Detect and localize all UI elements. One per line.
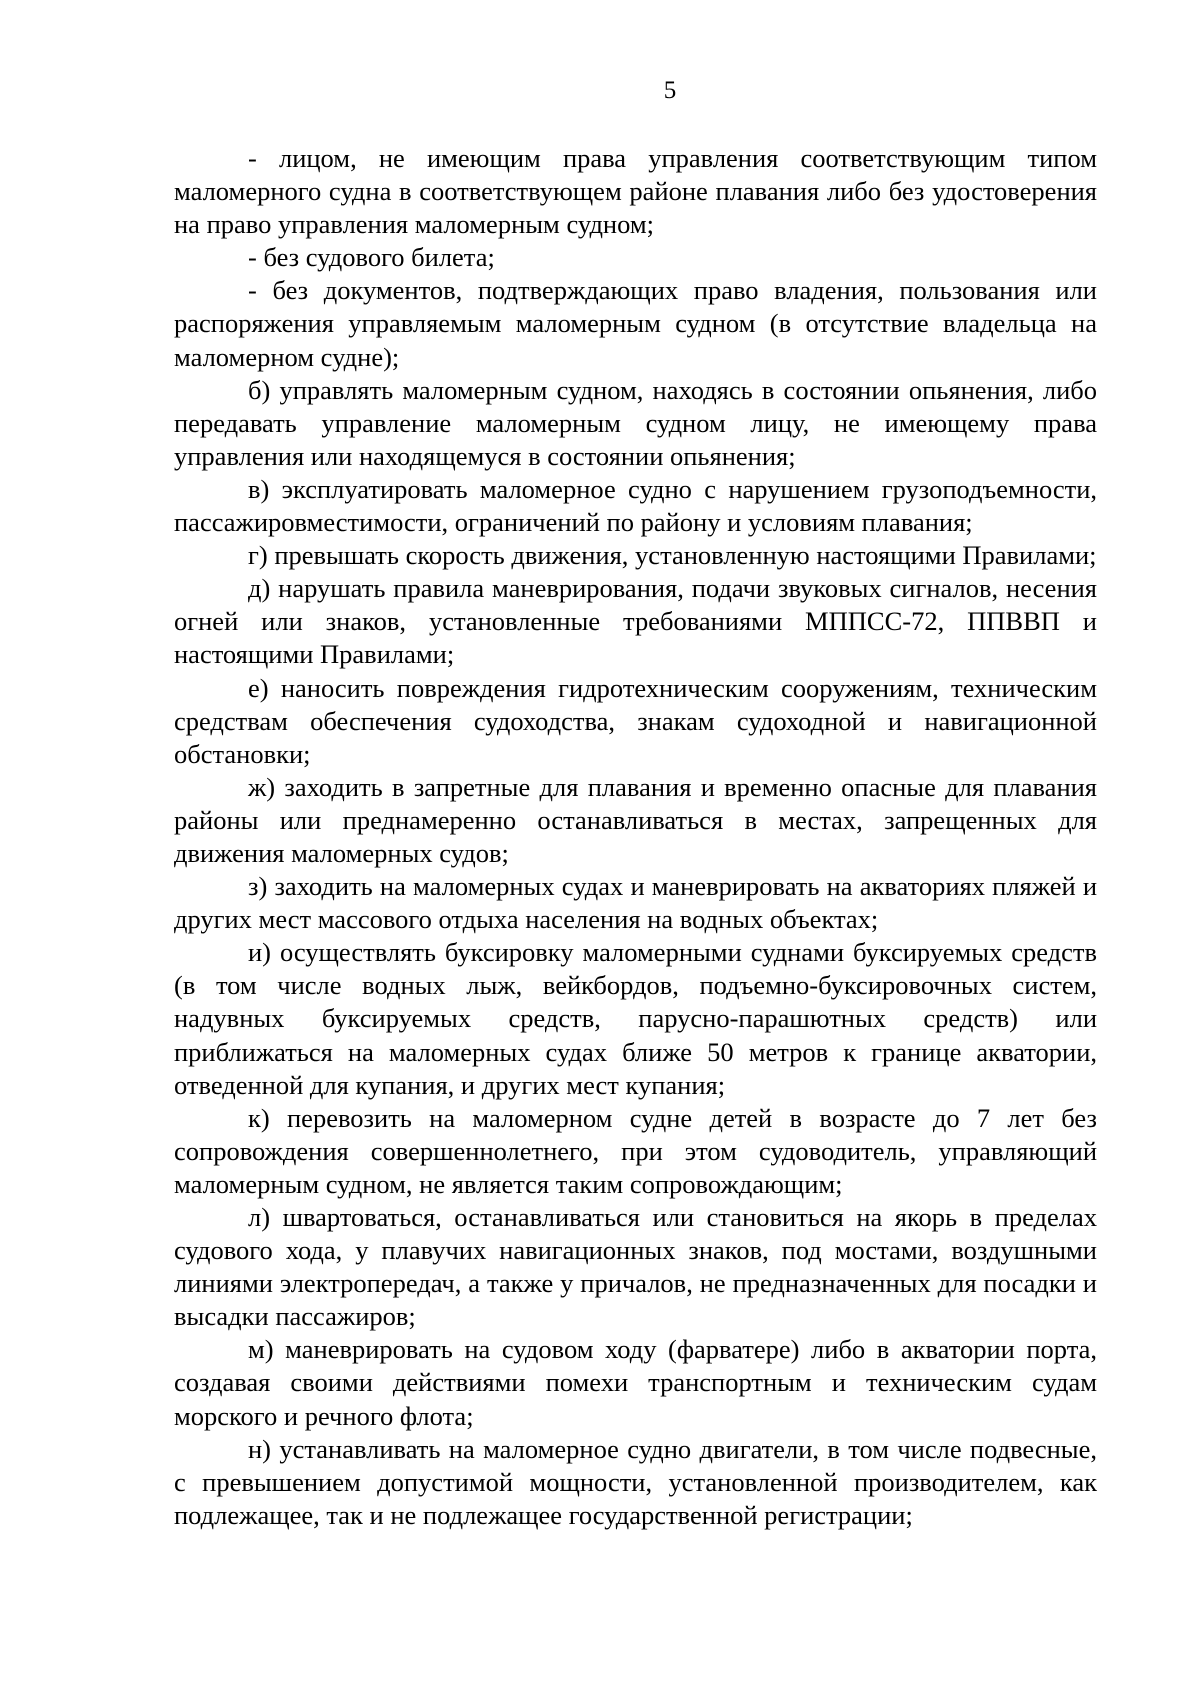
- paragraph-item-m: м) маневрировать на судовом ходу (фарватере) либо в акватории порта, создавая своими действиями помехи транспортным и техническим судам морского и речного флота;: [174, 1334, 1097, 1431]
- paragraph-no-license: - лицом, не имеющим права управления соответствующим типом маломерного судна в соответствующем районе плавания либо без удостоверения на право управления маломерным судном;: [174, 143, 1097, 240]
- paragraph-item-l: л) швартоваться, останавливаться или становиться на якорь в пределах судового хода, у плавучих навигационных знаков, под мостами, воздушными линиями электропередач, а также у причалов, не предназначенных для посадки и высадки пассажиров;: [174, 1202, 1097, 1332]
- paragraph-no-ownership-docs: - без документов, подтверждающих право владения, пользования или распоряжения управляемым маломерным судном (в отсутствие владельца на маломерном судне);: [174, 275, 1097, 372]
- paragraph-item-zh: ж) заходить в запретные для плавания и временно опасные для плавания районы или преднамеренно останавливаться в местах, запрещенных для движения маломерных судов;: [174, 771, 1097, 868]
- paragraph-no-ship-ticket: - без судового билета;: [248, 242, 495, 273]
- paragraph-item-d: д) нарушать правила маневрирования, подачи звуковых сигналов, несения огней или знаков, установленные требованиями МППСС-72, ППВВП и настоящими Правилами;: [174, 573, 1097, 670]
- paragraph-item-z: з) заходить на маломерных судах и маневрировать на акваториях пляжей и других мест массового отдыха населения на водных объектах;: [174, 871, 1097, 935]
- paragraph-item-v: в) эксплуатировать маломерное судно с нарушением грузоподъемности, пассажировместимости, ограничений по району и условиям плавания;: [174, 473, 1097, 538]
- paragraph-item-g: г) превышать скорость движения, установленную настоящими Правилами;: [248, 540, 1097, 571]
- page-number: 5: [663, 77, 677, 104]
- paragraph-item-n: н) устанавливать на маломерное судно двигатели, в том числе подвесные, с превышением допустимой мощности, установленной производителем, как подлежащее, так и не подлежащее государственной регистрации;: [174, 1433, 1097, 1530]
- paragraph-item-b: б) управлять маломерным судном, находясь в состоянии опьянения, либо передавать управление маломерным судном лицу, не имеющему права управления или находящемуся в состоянии опьянения;: [174, 374, 1097, 471]
- paragraph-item-e: е) наносить повреждения гидротехническим сооружениям, техническим средствам обеспечения судоходства, знакам судоходной и навигационной обстановки;: [174, 672, 1097, 769]
- paragraph-item-k: к) перевозить на маломерном судне детей в возрасте до 7 лет без сопровождения совершеннолетнего, при этом судоводитель, управляющий маломерным судном, не является таким сопровождающим;: [174, 1102, 1097, 1199]
- paragraph-item-i: и) осуществлять буксировку маломерными суднами буксируемых средств (в том числе водных лыж, вейкбордов, подъемно-буксировочных систем, надувных буксируемых средств, парусно-парашютных средств) или приближаться на маломерных судах ближе 50 метров к границе акватории, отведенной для купания, и других мест купания;: [174, 937, 1097, 1100]
- document-body: [174, 142, 1097, 1532]
